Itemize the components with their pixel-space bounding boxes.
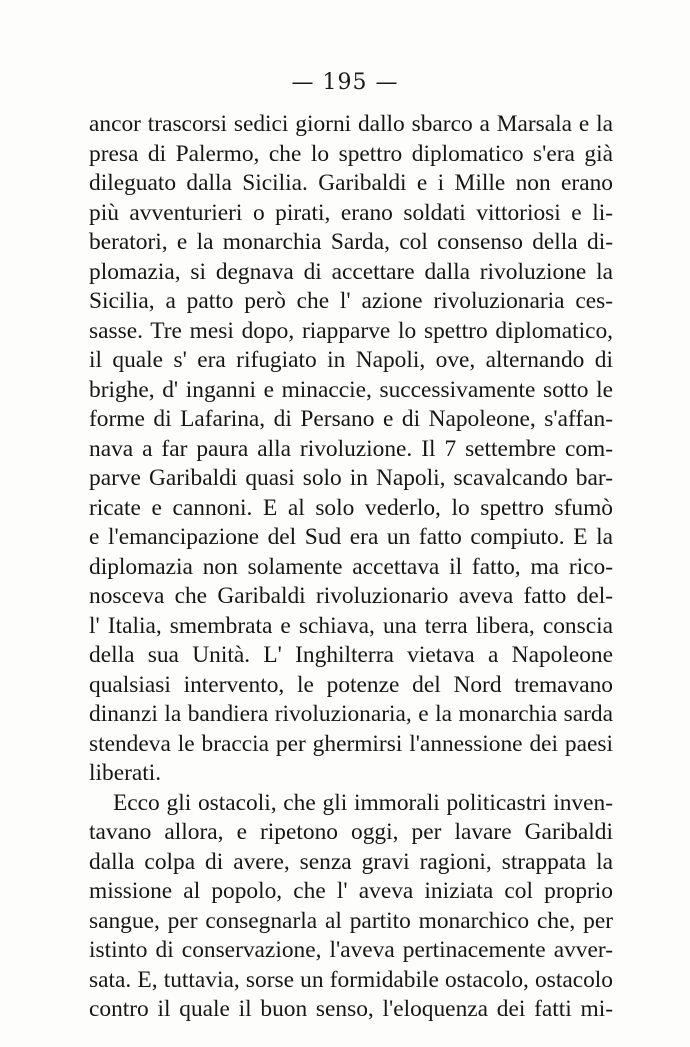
text-line: nava a far paura alla rivoluzione. Il 7 settembre com- — [89, 435, 613, 462]
text-line: qualsiasi intervento, le potenze del Nord tremavano — [89, 671, 613, 698]
text-line: Ecco gli ostacoli, che gli immorali politicastri inven- — [113, 789, 613, 816]
text-line: contro il quale il buon senso, l'eloquenza dei fatti mi- — [89, 996, 613, 1022]
text-line: diplomazia non solamente accettava il fatto, ma rico- — [89, 553, 613, 580]
text-line: istinto di conservazione, l'aveva pertinacemente avver- — [89, 937, 613, 963]
text-line: dileguato dalla Sicilia. Garibaldi e i Mille non erano — [89, 170, 613, 196]
text-line: nosceva che Garibaldi rivoluzionario aveva fatto del- — [89, 583, 613, 609]
page-number: — 195 — — [291, 70, 399, 95]
body-text — [89, 110, 613, 1025]
text-line: e l'emancipazione del Sud era un fatto compiuto. E la — [89, 524, 613, 550]
text-line: beratori, e la monarchia Sarda, col consenso della di- — [89, 229, 613, 255]
text-line: sasse. Tre mesi dopo, riapparve lo spettro diplomatico, — [89, 317, 613, 344]
text-line: l' Italia, smembrata e schiava, una terra libera, conscia — [89, 612, 613, 639]
text-line: ricate e cannoni. E al solo vederlo, lo spettro sfumò — [89, 494, 613, 521]
text-line: missione al popolo, che l' aveva iniziata col proprio — [89, 878, 613, 904]
text-line: brighe, d' inganni e minaccie, successivamente sotto le — [89, 376, 613, 403]
paragraph-2 — [89, 789, 613, 1025]
text-line: dalla colpa di avere, senza gravi ragioni, strappata la — [89, 848, 613, 875]
text-line: dinanzi la bandiera rivoluzionaria, e la monarchia sarda — [89, 701, 613, 727]
text-line: presa di Palermo, che lo spettro diplomatico s'era già — [89, 140, 613, 167]
text-line: parve Garibaldi quasi solo in Napoli, scavalcando bar- — [89, 465, 613, 491]
text-line: plomazia, si degnava di accettare dalla rivoluzione la — [89, 258, 613, 285]
text-line: ancor trascorsi sedici giorni dallo sbarco a Marsala e la — [89, 111, 613, 137]
text-line: stendeva le braccia per ghermirsi l'annessione dei paesi — [89, 730, 613, 757]
text-line: sata. E, tuttavia, sorse un formidabile ostacolo, ostacolo — [89, 966, 613, 993]
text-line: sangue, per consegnarla al partito monarchico che, per — [89, 907, 613, 934]
text-line: forme di Lafarina, di Persano e di Napoleone, s'affan- — [89, 406, 613, 432]
text-line: liberati. — [89, 760, 162, 786]
text-line: il quale s' era rifugiato in Napoli, ove, alternando di — [89, 347, 613, 373]
text-line: più avventurieri o pirati, erano soldati vittoriosi e li- — [89, 199, 613, 226]
text-line: Sicilia, a patto però che l' azione rivoluzionaria ces- — [89, 288, 613, 314]
text-line: della sua Unità. L' Inghilterra vietava a Napoleone — [89, 642, 613, 668]
text-line: tavano allora, e ripetono oggi, per lavare Garibaldi — [89, 819, 613, 845]
paragraph-1 — [89, 110, 613, 789]
